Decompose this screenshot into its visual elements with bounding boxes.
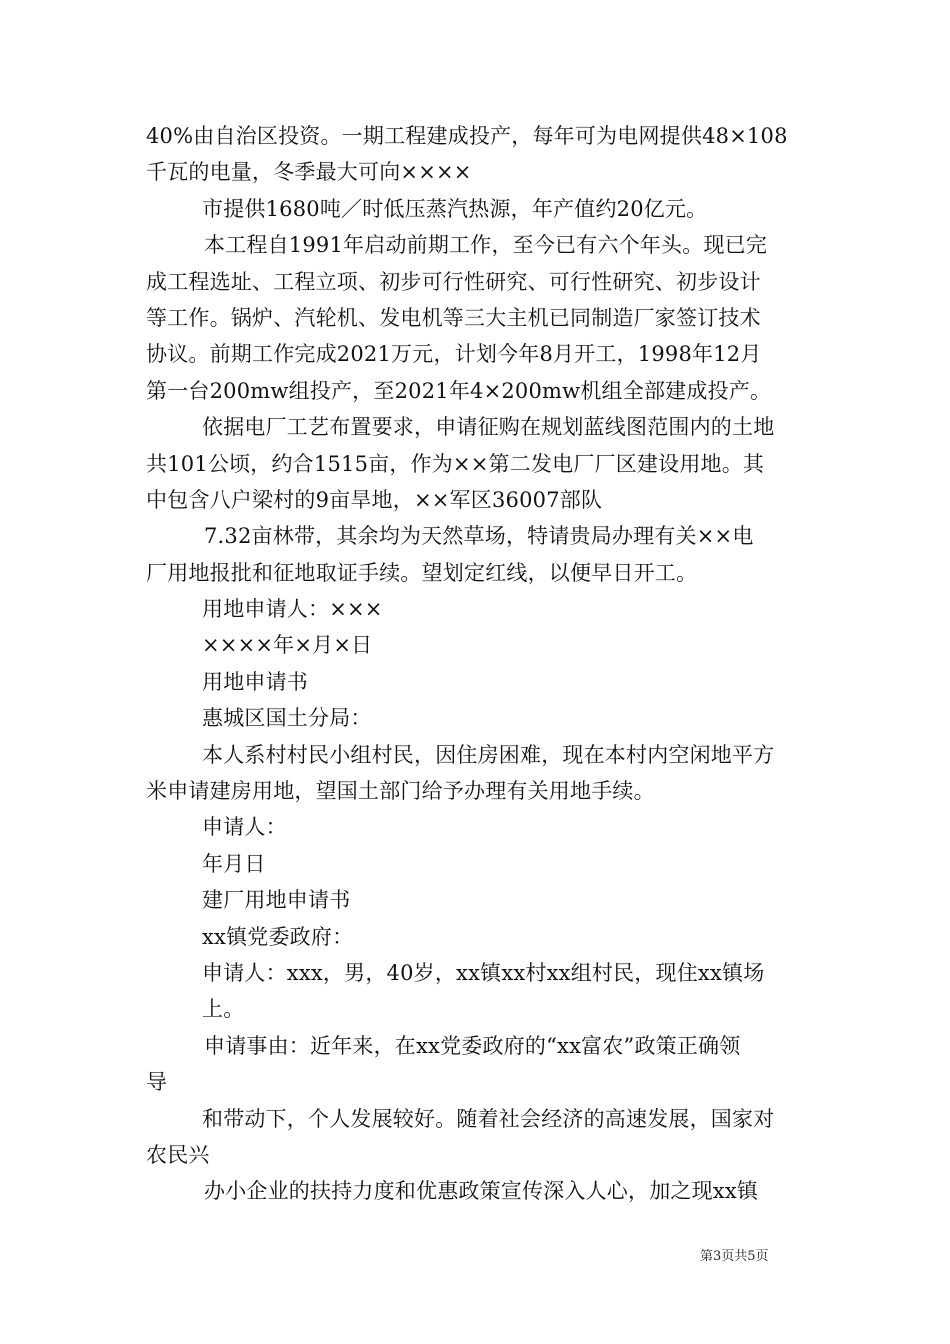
document-body bbox=[146, 118, 810, 1210]
paragraph-line: 7.32亩林带，其余均为天然草场，特请贵局办理有关××电 bbox=[204, 524, 754, 549]
paragraph-line: 千瓦的电量，冬季最大可向×××× bbox=[146, 160, 472, 185]
paragraph-line: 农民兴 bbox=[146, 1142, 210, 1167]
section-title: 建厂用地申请书 bbox=[202, 888, 351, 913]
paragraph-line: 第一台200mw组投产，至2021年4×200mw机组全部建成投产。 bbox=[146, 378, 772, 403]
paragraph-line: 成工程选址、工程立项、初步可行性研究、可行性研究、初步设计 bbox=[146, 269, 761, 294]
paragraph-line: 办小企业的扶持力度和优惠政策宣传深入人心，加之现xx镇 bbox=[204, 1179, 759, 1204]
date-line: ××××年×月×日 bbox=[202, 633, 373, 658]
salutation: 惠城区国土分局： bbox=[202, 706, 372, 731]
paragraph-line: 40%由自治区投资。一期工程建成投产，每年可为电网提供48×108 bbox=[146, 124, 788, 148]
paragraph-line: 上。 bbox=[202, 997, 245, 1022]
paragraph-line: 依据电厂工艺布置要求，申请征购在规划蓝线图范围内的土地 bbox=[202, 415, 775, 440]
page-number-footer: 第3页共5页 bbox=[700, 1249, 769, 1264]
paragraph-line: 本人系村村民小组村民，因住房困难，现在本村内空闲地平方 bbox=[202, 742, 775, 767]
applicant-line: 用地申请人：××× bbox=[202, 597, 383, 622]
paragraph-line: 协议。前期工作完成2021万元，计划今年8月开工，1998年12月 bbox=[146, 342, 762, 367]
date-line: 年月日 bbox=[202, 851, 266, 876]
paragraph-line: 和带动下，个人发展较好。随着社会经济的高速发展，国家对 bbox=[202, 1106, 775, 1131]
paragraph-line: 厂用地报批和征地取证手续。望划定红线，以便早日开工。 bbox=[146, 560, 698, 585]
paragraph-line: 共101公顷，约合1515亩，作为××第二发电厂厂区建设用地。其 bbox=[146, 451, 765, 476]
paragraph-line: 中包含八户梁村的9亩旱地，××军区36007部队 bbox=[146, 487, 603, 512]
paragraph-line: 申请人：xxx，男，40岁，xx镇xx村xx组村民，现住xx镇场 bbox=[202, 960, 765, 985]
paragraph-line: 等工作。锅炉、汽轮机、发电机等三大主机已同制造厂家签订技术 bbox=[146, 305, 761, 330]
paragraph-line: 本工程自1991年启动前期工作，至今已有六个年头。现已完 bbox=[204, 233, 768, 258]
paragraph-line: 市提供1680吨／时低压蒸汽热源，年产值约20亿元。 bbox=[202, 196, 708, 221]
applicant-line: 申请人： bbox=[202, 815, 287, 840]
section-title: 用地申请书 bbox=[202, 669, 308, 694]
paragraph-line: 导 bbox=[146, 1070, 168, 1095]
salutation: xx镇党委政府： bbox=[202, 924, 354, 949]
paragraph-line: 申请事由：近年来，在xx党委政府的“xx富农”政策正确领 bbox=[204, 1033, 741, 1058]
paragraph-line: 米申请建房用地，望国土部门给予办理有关用地手续。 bbox=[146, 779, 655, 804]
